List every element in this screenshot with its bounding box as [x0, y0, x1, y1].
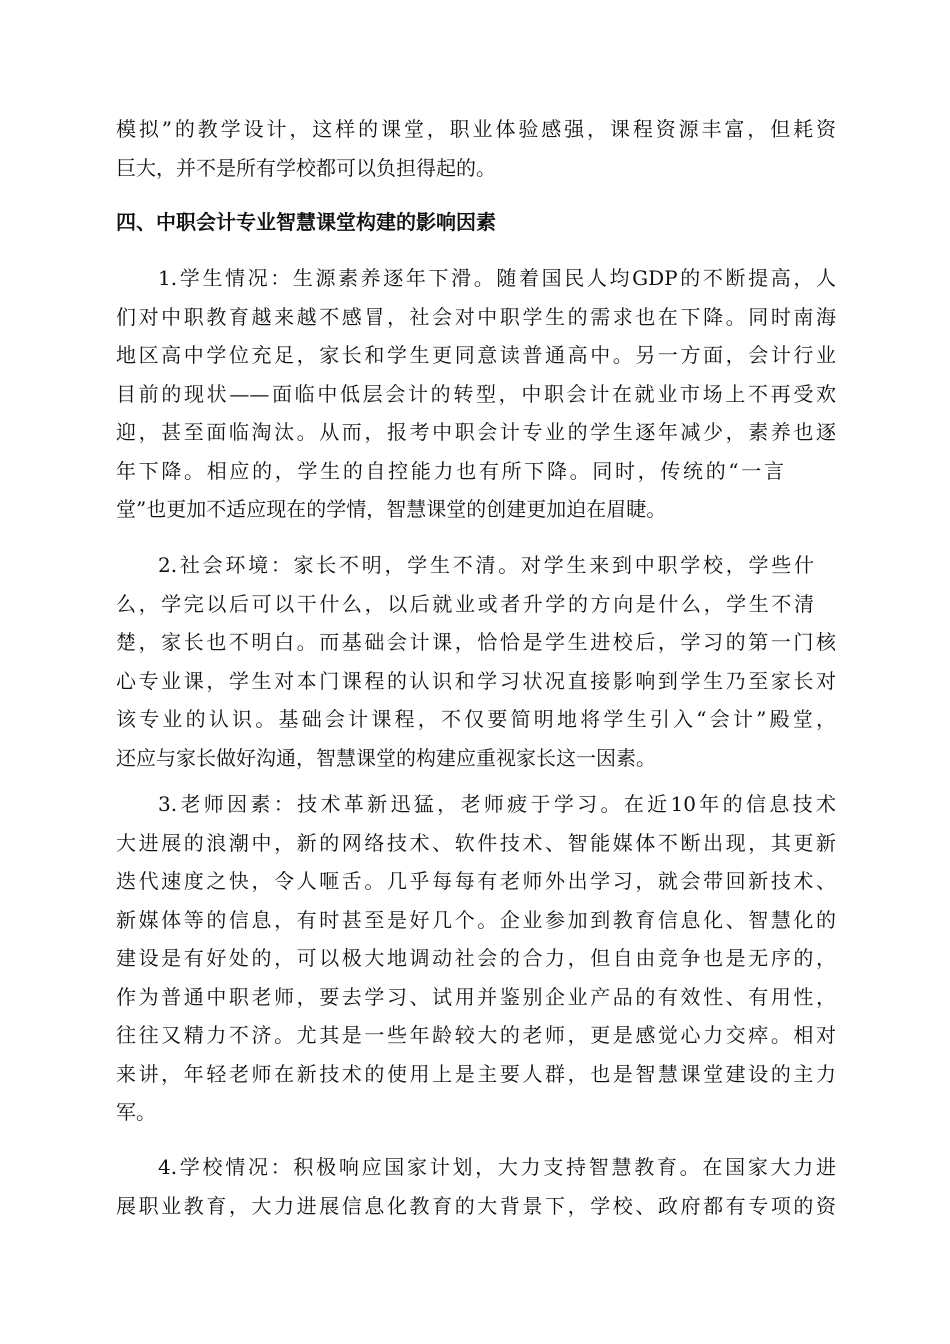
text-line: 建设是有好处的，可以极大地调动社会的合力，但自由竞争也是无序的，: [116, 946, 836, 970]
text-line: 堂”也更加不适应现在的学情，智慧课堂的创建更加迫在眉睫。: [116, 497, 667, 521]
section-heading: 四、中职会计专业智慧课堂构建的影响因素: [116, 210, 496, 234]
paragraph-teachers: [116, 785, 836, 1132]
text-line: 大进展的浪潮中，新的网络技术、软件技术、智能媒体不断出现，其更新: [116, 830, 836, 855]
text-line: 2.社会环境：家长不明，学生不清。对学生来到中职学校，学些什: [158, 553, 814, 577]
text-line: 地区高中学位充足，家长和学生更同意读普通高中。另一方面，会计行业: [116, 343, 836, 367]
text-line: 3.老师因素：技术革新迅猛，老师疲于学习。在近10年的信息技术: [158, 792, 836, 816]
text-line: 模拟”的教学设计，这样的课堂，职业体验感强，课程资源丰富，但耗资: [116, 117, 836, 141]
text-line: 巨大，并不是所有学校都可以负担得起的。: [116, 155, 496, 180]
paragraph-society: [116, 546, 836, 777]
text-line: 军。: [116, 1100, 156, 1124]
text-line: 迎，甚至面临淘汰。从而，报考中职会计专业的学生逐年减少，素养也逐: [116, 420, 836, 444]
paragraph-students: [116, 259, 836, 529]
paragraph-schools: [116, 1148, 836, 1225]
text-line: 还应与家长做好沟通，智慧课堂的构建应重视家长这一因素。: [116, 745, 656, 770]
text-line: 楚，家长也不明白。而基础会计课，恰恰是学生进校后，学习的第一门核: [116, 630, 836, 654]
text-line: 往往又精力不济。尤其是一些年龄较大的老师，更是感觉心力交瘁。相对: [116, 1023, 836, 1047]
text-line: 目前的现状——面临中低层会计的转型，中职会计在就业市场上不再受欢: [116, 381, 836, 406]
text-line: 来讲，年轻老师在新技术的使用上是主要人群，也是智慧课堂建设的主力: [116, 1061, 836, 1086]
text-line: 4.学校情况：积极响应国家计划，大力支持智慧教育。在国家大力进: [158, 1155, 836, 1179]
text-line: 们对中职教育越来越不感冒，社会对中职学生的需求也在下降。同时南海: [116, 304, 836, 329]
text-line: 心专业课，学生对本门课程的认识和学习状况直接影响到学生乃至家长对: [116, 668, 836, 693]
text-line: 迭代速度之快，令人咂舌。几乎每每有老师外出学习，就会带回新技术、: [116, 869, 836, 893]
text-line: 年下降。相应的，学生的自控能力也有所下降。同时，传统的“一言: [116, 458, 784, 483]
text-line: 新媒体等的信息，有时甚至是好几个。企业参加到教育信息化、智慧化的: [116, 907, 836, 932]
text-line: 1.学生情况：生源素养逐年下滑。随着国民人均GDP的不断提高，人: [158, 266, 836, 290]
text-line: 么，学完以后可以干什么，以后就业或者升学的方向是什么，学生不清: [116, 591, 814, 616]
text-line: 该专业的认识。基础会计课程，不仅要简明地将学生引入“会计”殿堂，: [116, 707, 836, 731]
text-line: 作为普通中职老师，要去学习、试用并鉴别企业产品的有效性、有用性，: [116, 984, 836, 1009]
text-line: 展职业教育，大力进展信息化教育的大背景下，学校、政府都有专项的资: [116, 1193, 836, 1218]
intro-paragraph: [116, 110, 836, 187]
